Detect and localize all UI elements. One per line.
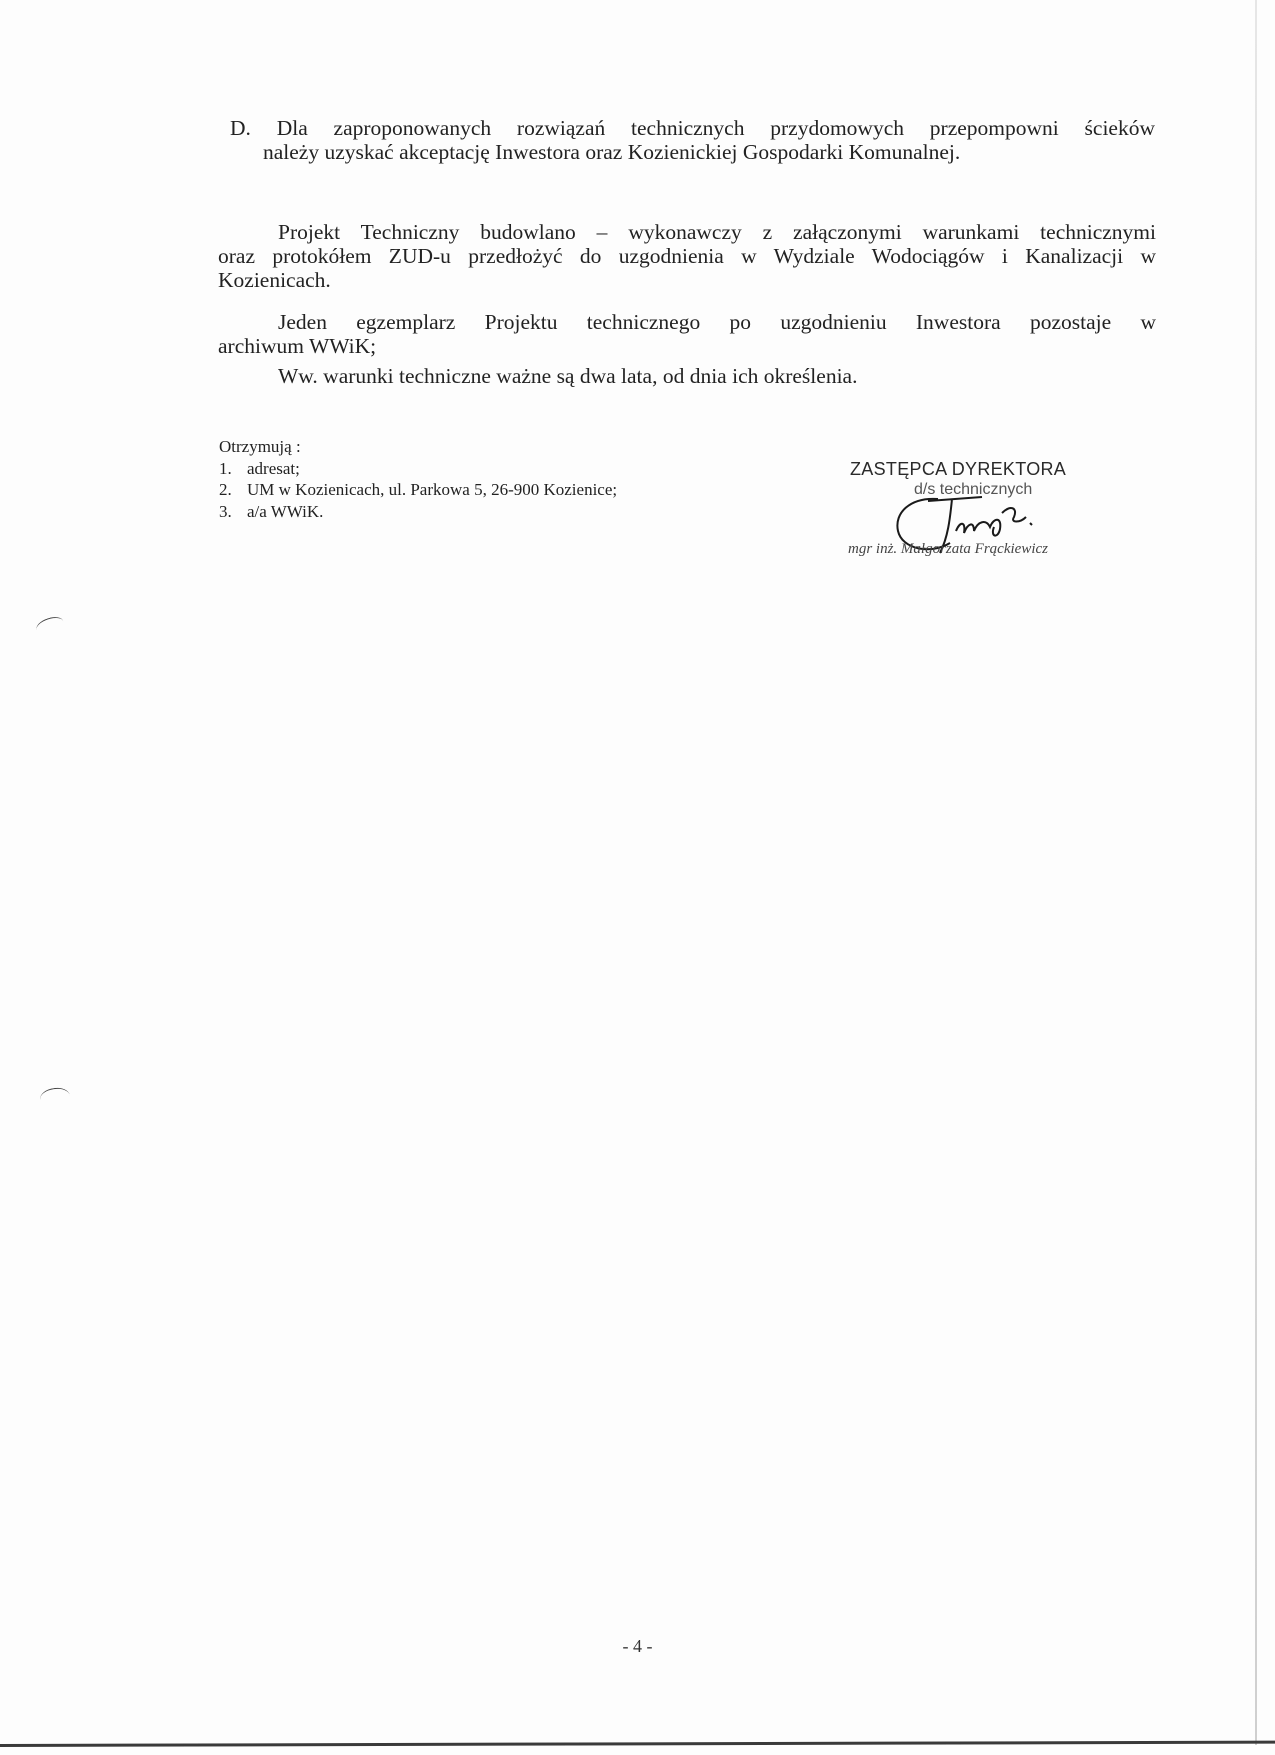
- scan-edge-bottom: [0, 1741, 1275, 1747]
- paragraph-validity: [218, 364, 1156, 388]
- punch-hole-mark: [39, 1086, 71, 1109]
- paragraph-copy: [218, 310, 1156, 358]
- list-item: [219, 458, 617, 480]
- item-d: [230, 116, 1155, 164]
- list-item-text: UM w Kozienicach, ul. Parkowa 5, 26-900 Kozienice;: [247, 480, 618, 499]
- item-d-line: D. Dla zaproponowanych rozwiązań technicznych przydomowych przepompowni ścieków: [230, 116, 1155, 140]
- stamp-subtitle: d/s technicznych: [914, 481, 1033, 498]
- list-item-number: 2.: [219, 480, 232, 499]
- paragraph-line: Projekt Techniczny budowlano – wykonawczy z załączonymi warunkami technicznymi: [278, 220, 1156, 244]
- paragraph-line: archiwum WWiK;: [218, 334, 377, 358]
- paragraph-line: oraz protokółem ZUD-u przedłożyć do uzgodnienia w Wydziale Wodociągów i Kanalizacji w: [218, 244, 1156, 268]
- recipients-list: [219, 436, 617, 522]
- list-item-number: 3.: [219, 501, 232, 521]
- paragraph-line: Ww. warunki techniczne ważne są dwa lata, od dnia ich określenia.: [278, 364, 858, 388]
- page-number: - 4 -: [622, 1636, 653, 1656]
- official-stamp: [848, 459, 1148, 579]
- paragraph-line: Jeden egzemplarz Projektu technicznego po uzgodnieniu Inwestora pozostaje w: [278, 310, 1156, 334]
- stamp-title: ZASTĘPCA DYREKTORA: [850, 459, 1067, 479]
- stamp-signatory-name: mgr inż. Małgorzata Frąckiewicz: [848, 541, 1048, 557]
- list-item-text: adresat;: [247, 458, 300, 478]
- punch-hole-mark: [34, 614, 65, 637]
- list-item: [219, 501, 617, 523]
- scan-edge-right: [1255, 0, 1257, 1745]
- paragraph-project: [218, 220, 1156, 292]
- list-item-number: 1.: [219, 458, 232, 478]
- paragraph-line: Kozienicach.: [218, 268, 331, 292]
- recipients-heading: Otrzymują :: [219, 437, 301, 456]
- item-d-line: należy uzyskać akceptację Inwestora oraz Kozienickiej Gospodarki Komunalnej.: [263, 140, 961, 164]
- list-item: [219, 479, 617, 501]
- list-item-text: a/a WWiK.: [247, 501, 324, 521]
